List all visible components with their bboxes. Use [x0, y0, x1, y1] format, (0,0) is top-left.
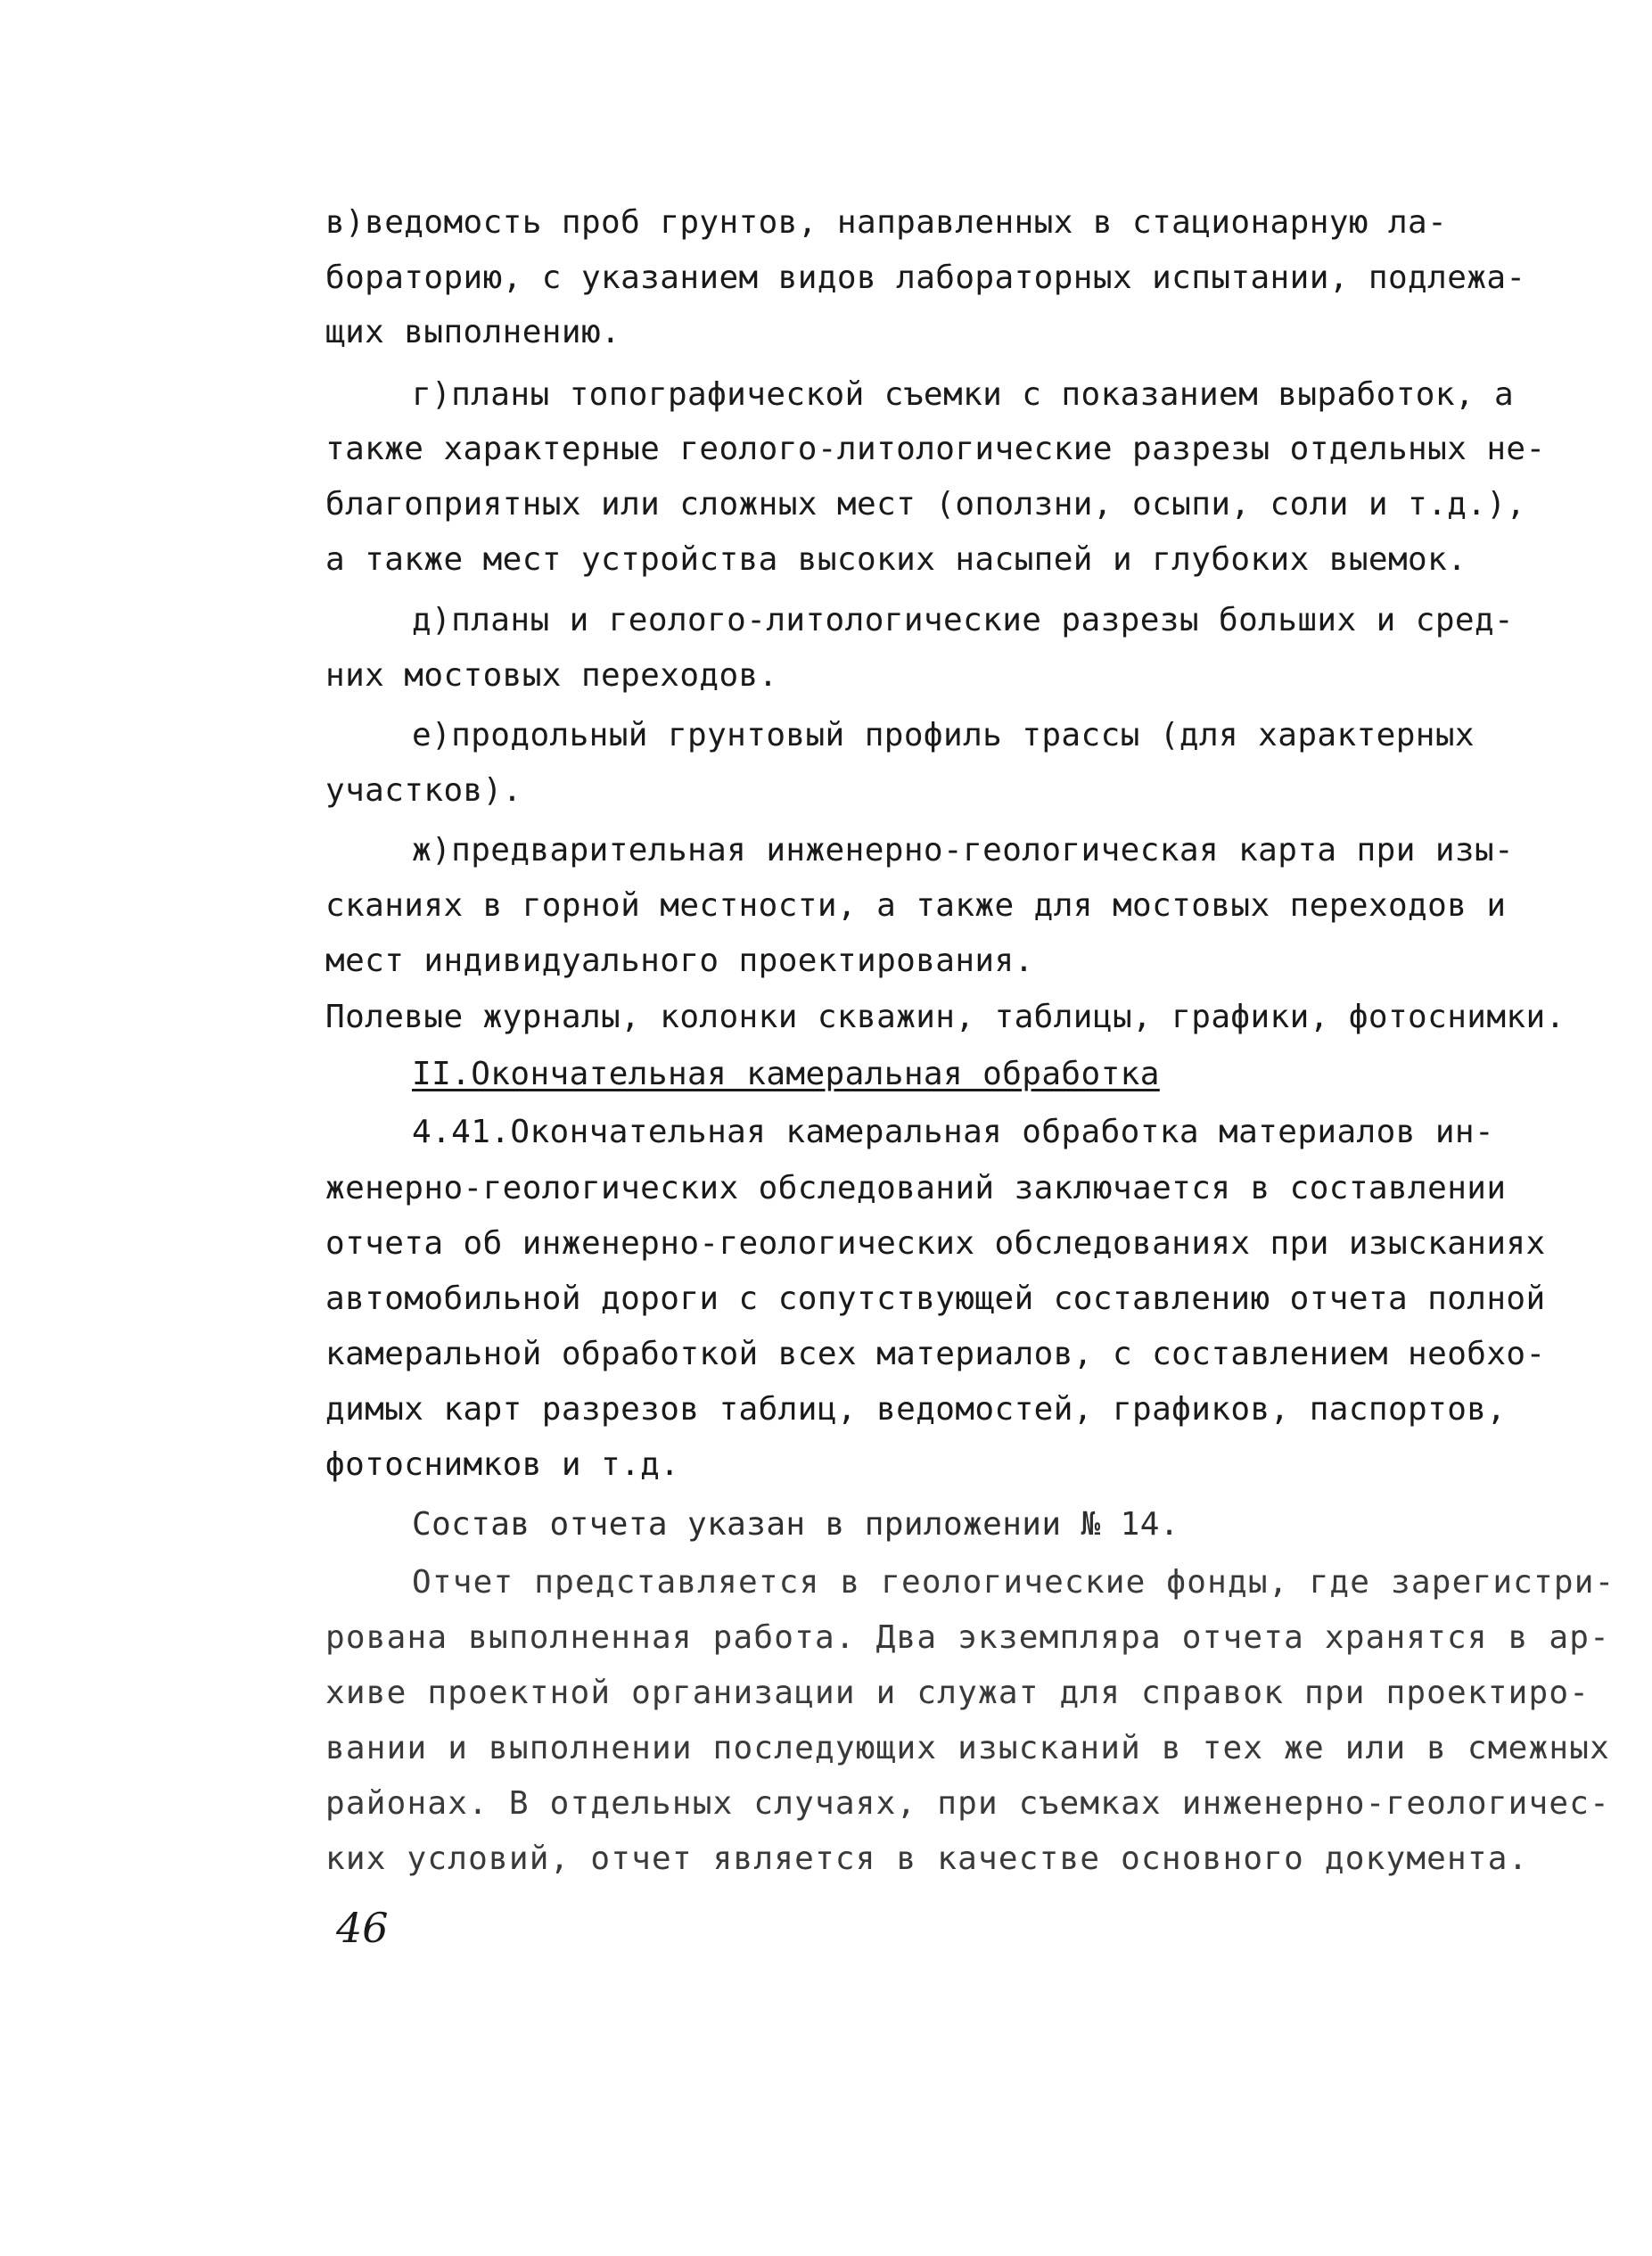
report-paragraph-line-1: Отчет представляется в геологические фонды, где зарегистри-: [412, 1564, 1615, 1601]
field-materials-line: Полевые журналы, колонки скважин, таблицы, графики, фотоснимки.: [325, 999, 1566, 1035]
report-composition-line: Состав отчета указан в приложении № 14.: [412, 1506, 1179, 1543]
paragraph-g-line-3: благоприятных или сложных мест (оползни, осыпи, соли и т.д.),: [325, 486, 1526, 523]
report-paragraph-line-6: ких условий, отчет является в качестве основного документа.: [325, 1840, 1529, 1877]
paragraph-d-line-2: них мостовых переходов.: [325, 657, 778, 694]
paragraph-zh-line-2: сканиях в горной местности, а также для мостовых переходов и: [325, 887, 1507, 924]
clause-441-line-5: камеральной обработкой всех материалов, с составлением необхо-: [325, 1336, 1546, 1372]
paragraph-zh-line-3: мест индивидуального проектирования.: [325, 943, 1034, 979]
clause-441-line-2: женерно-геологических обследований заключается в составлении: [325, 1170, 1507, 1206]
clause-441-line-6: димых карт разрезов таблиц, ведомостей, графиков, паспортов,: [325, 1391, 1507, 1428]
paragraph-e-line-2: участков).: [325, 772, 522, 809]
paragraph-g-line-1: г)планы топографической съемки с показанием выработок, а: [412, 376, 1515, 413]
clause-441-line-4: автомобильной дороги с сопутствующей составлению отчета полной: [325, 1280, 1546, 1317]
clause-441-line-1: 4.41.Окончательная камеральная обработка материалов ин-: [412, 1114, 1495, 1150]
section-heading: II.Окончательная камеральная обработка: [412, 1056, 1160, 1092]
report-paragraph-line-5: районах. В отдельных случаях, при съемках инженерно-геологичес-: [325, 1785, 1611, 1822]
report-paragraph-line-4: вании и выполнении последующих изысканий в тех же или в смежных: [325, 1730, 1611, 1766]
paragraph-d-line-1: д)планы и геолого-литологические разрезы больших и сред-: [412, 602, 1515, 638]
paragraph-v-line-2: бораторию, с указанием видов лабораторных испытании, подлежа-: [325, 259, 1526, 296]
clause-441-line-3: отчета об инженерно-геологических обследованиях при изысканиях: [325, 1225, 1546, 1262]
paragraph-v-line-3: щих выполнению.: [325, 314, 621, 350]
clause-441-line-7: фотоснимков и т.д.: [325, 1446, 680, 1483]
paragraph-g-line-2: также характерные геолого-литологические разрезы отдельных не-: [325, 431, 1546, 467]
paragraph-e-line-1: е)продольный грунтовый профиль трассы (для характерных: [412, 717, 1475, 753]
paragraph-g-line-4: а также мест устройства высоких насыпей и глубоких выемок.: [325, 541, 1467, 578]
paragraph-v-line-1: в)ведомость проб грунтов, направленных в стационарную ла-: [325, 204, 1448, 241]
report-paragraph-line-2: рована выполненная работа. Два экземпляра отчета хранятся в ар-: [325, 1619, 1611, 1656]
page-number: 46: [336, 1904, 389, 1952]
paragraph-zh-line-1: ж)предварительная инженерно-геологическая карта при изы-: [412, 832, 1515, 869]
report-paragraph-line-3: хиве проектной организации и служат для справок при проектиро-: [325, 1675, 1590, 1711]
